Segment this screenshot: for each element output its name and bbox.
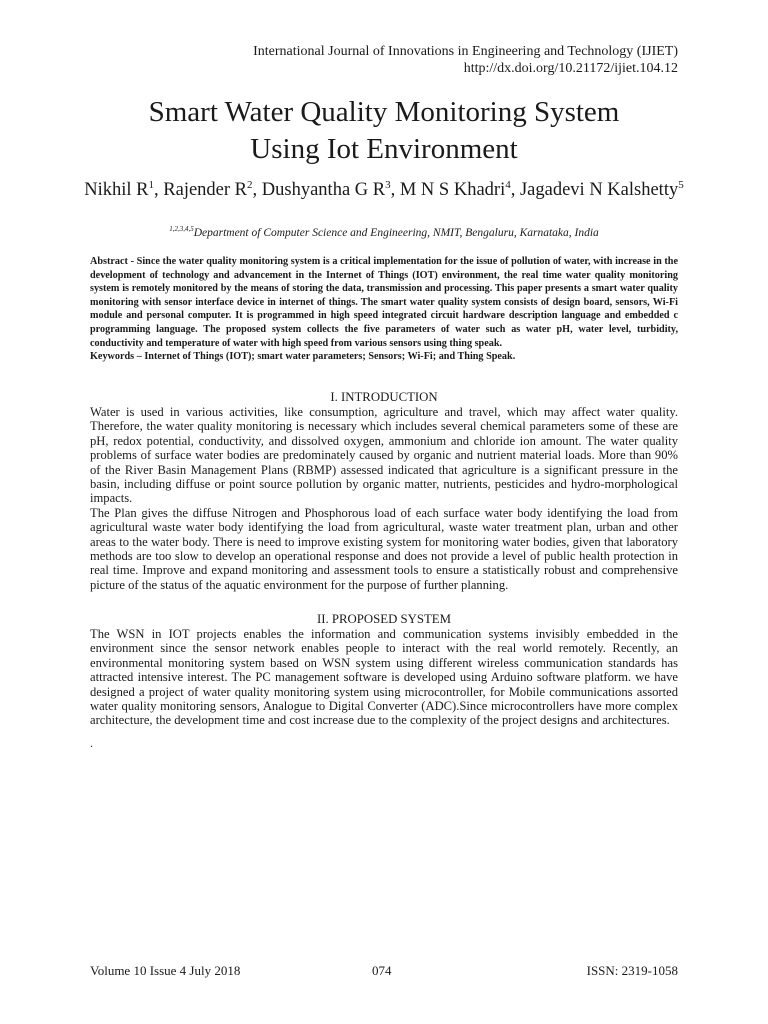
title-line-2: Using Iot Environment (250, 133, 518, 165)
paper-title (0, 94, 768, 168)
author-name: Nikhil R (84, 180, 149, 200)
abstract (90, 255, 678, 364)
journal-header (253, 43, 678, 77)
section-body-introduction (90, 405, 678, 592)
section-heading-proposed-system: II. PROPOSED SYSTEM (316, 612, 452, 626)
affiliation-text: Department of Computer Science and Engineering, NMIT, Bengaluru, Karnataka, India (193, 226, 599, 239)
keywords: Keywords – Internet of Things (IOT); smart water parameters; Sensors; Wi-Fi; and Thing Speak. (90, 351, 516, 363)
journal-name: International Journal of Innovations in Engineering and Technology (IJIET) (253, 44, 678, 59)
abstract-text: Abstract - Since the water quality monitoring system is a critical implementation for the issue of pollution of water, with increase in the development of technology and advancement in the Internet of Things (IOT) environment, the real time water quality monitoring system is remotely monitored by the means of storing the data, transmission and processing. This paper presents a smart water quality monitoring with sensor interface device in internet of things. The smart water quality system consists of design board, sensors, Wi-Fi module and personal computer. It is programmed in high speed integrated circuit hardware description language and embedded c programming language. The proposed system collects the five parameters of water such as water pH, water level, turbidity, conductivity and temperature of water with high speed from various sensors using thing speak. (90, 256, 678, 349)
footer-issn: ISSN: 2319-1058 (586, 963, 678, 978)
author-sup: 4 (505, 178, 511, 191)
author-sup: 5 (678, 178, 684, 191)
footer-page-number: 074 (372, 963, 392, 978)
author-name: Rajender R (163, 180, 248, 200)
paragraph: The Plan gives the diffuse Nitrogen and Phosphorous load of each surface water body identifying the load from agricultural waste water body identifying the load from agricultural, waste water treatment plan, urban and other areas to the water body. There is need to improve existing system for monitoring water bodies, given that laboratory methods are too slow to develop an operational response and does not provide a level of public health protection in real time. Improve and expand monitoring and assessment tools to ensure a statistically robust and comprehensive picture of the status of the aquatic environment for the purpose of further planning. (90, 505, 678, 592)
section-body-proposed-system (90, 627, 678, 728)
doi-link[interactable]: http://dx.doi.org/10.21172/ijiet.104.12 (463, 61, 678, 76)
author-sup: 1 (148, 178, 155, 191)
paragraph: Water is used in various activities, like consumption, agriculture and travel, which may affect water quality. Therefore, the water quality monitoring is necessary which includes several chemical parameters some of these are pH, redox potential, conductivity, and dissolved oxygen, ammonium and chloride ion amount. The water quality problems of surface water bodies are predominately caused by organic and nutrient material loads. More than 90% of the River Basin Management Plans (RBMP) assessed indicated that agriculture is a significant pressure in the basin, including diffuse or point source pollution by organic matter, nutrients, pesticides and hydro-morphological impacts. (90, 405, 678, 506)
author-sup: 2 (247, 178, 253, 191)
author-sup: 3 (385, 178, 391, 191)
author-name: M N S Khadri (399, 180, 506, 200)
author-name: Dushyantha G R (261, 180, 386, 200)
paragraph: The WSN in IOT projects enables the information and communication systems invisibly embedded in the environment since the sensor network enables people to interact with the real world remotely. Recently, an environmental monitoring system based on WSN system using different wireless communication standards has attracted intensive interest. The PC management software is developed using Arduino software platform. we have designed a project of water quality monitoring system using microcontroller, for Mobile communications assorted water quality monitoring sensors, Analogue to Digital Converter (ADC).Since microcontrollers have more complex architecture, the development time and cost increase due to the complexity of the project designs and architectures. (90, 627, 678, 728)
affiliation (0, 225, 768, 239)
author-name: Jagadevi N Kalshetty (519, 180, 679, 200)
section-heading-introduction: I. INTRODUCTION (330, 390, 438, 404)
stray-period: . (90, 736, 93, 750)
footer-volume: Volume 10 Issue 4 July 2018 (90, 963, 241, 978)
affiliation-sup: 1,2,3,4,5 (169, 225, 194, 233)
title-line-1: Smart Water Quality Monitoring System (148, 96, 620, 128)
author-list: Nikhil $R^1$, Rajender $R^2$, Dushyantha G $R^3$, M N S Khadri$^4$, Jagadevi N Kalshetty$^5$ (84, 178, 684, 200)
